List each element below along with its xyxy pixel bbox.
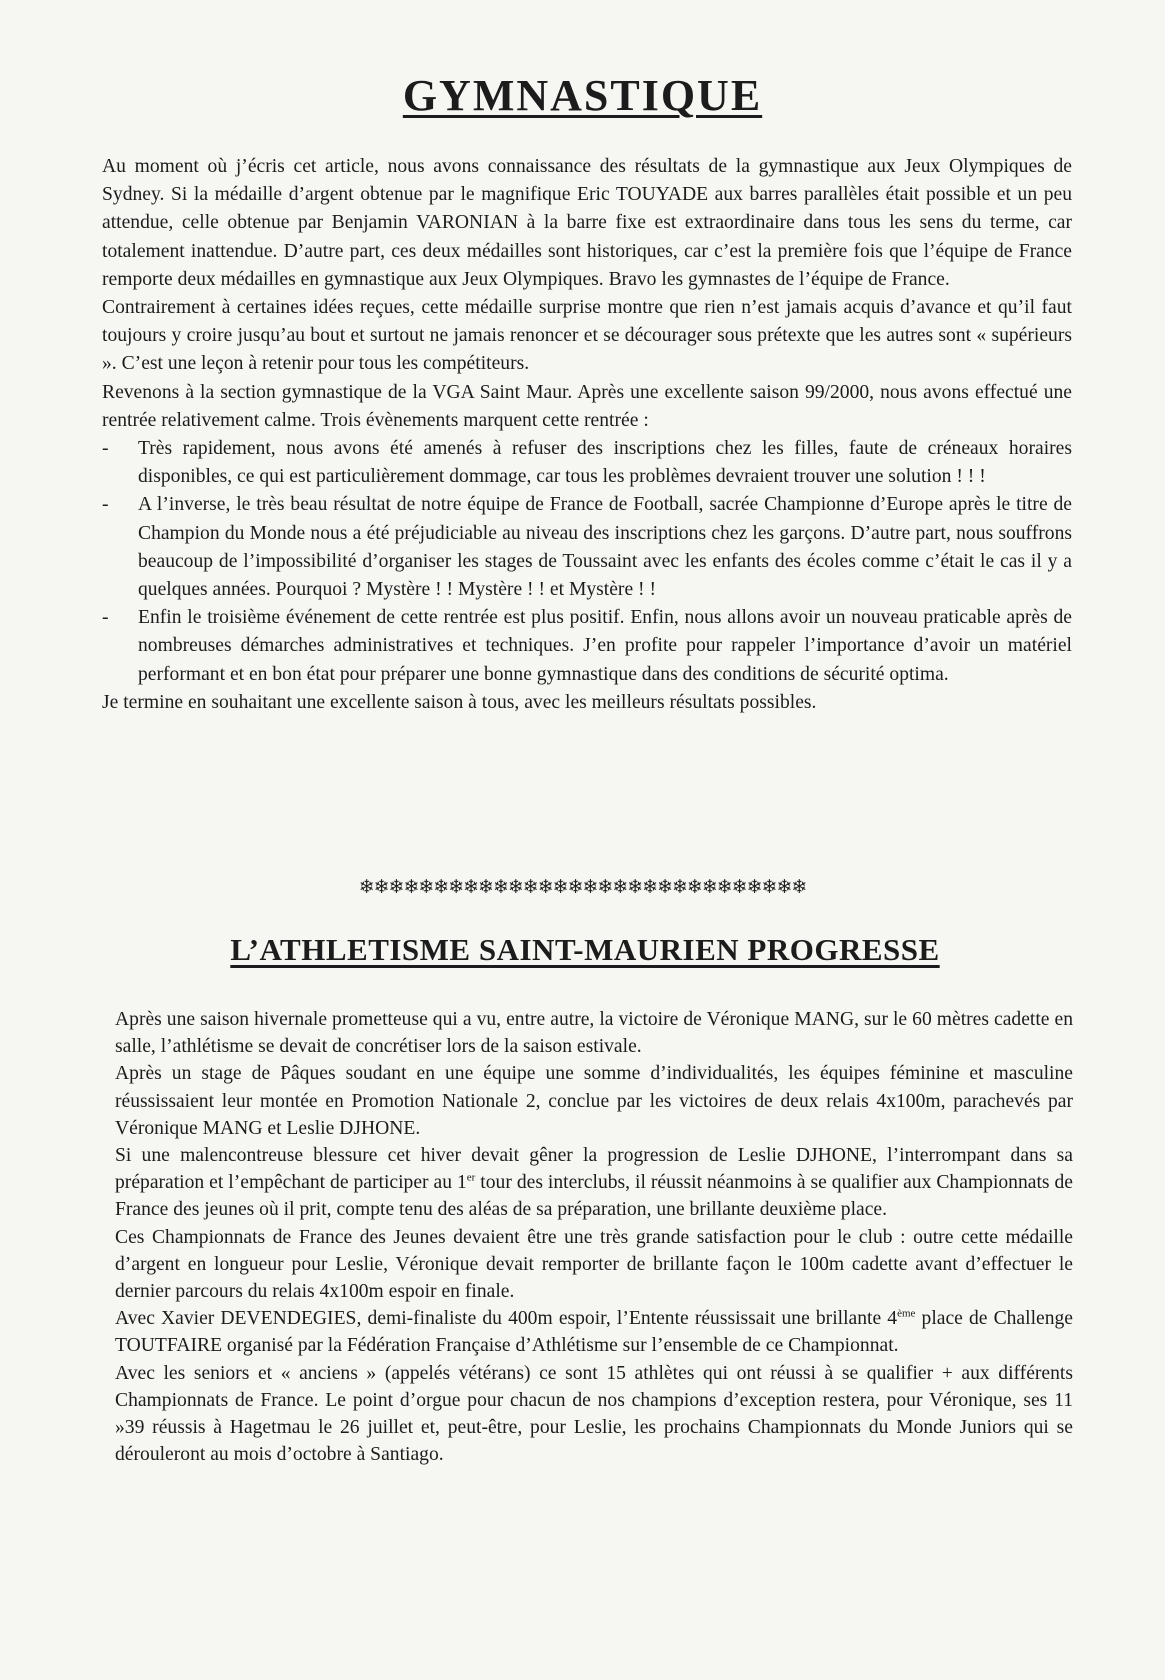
gym-event-text: Très rapidement, nous avons été amenés à refuser des inscriptions chez les filles, faute de créneaux horaires disponibles, ce qui est particulièrement dommage, car tous les problèmes devraient trouver une solution ! ! ! [138, 438, 1072, 488]
ath-p3-part-b: tour des interclubs, il réussit néanmoins à se qualifier aux Championnats de France des jeunes où il prit, compte tenu des aléas de sa préparation, une brillante deuxième place. [115, 1172, 1073, 1221]
ath-p3-part-a: Si une malencontreuse blessure cet hiver devait gêner la progression de Leslie DJHONE, l’interrompant dans sa préparation et l’empêchant de participer au 1 [115, 1145, 1073, 1194]
gym-event-item [102, 491, 1072, 604]
athletisme-title: L’ATHLETISME SAINT-MAURIEN PROGRESSE [230, 932, 940, 967]
ath-p5-part-a: Avec Xavier DEVENDEGIES, demi-finaliste du 400m espoir, l’Entente réussissait une brillante 4 [115, 1308, 898, 1330]
gym-event-text: Enfin le troisième événement de cette rentrée est plus positif. Enfin, nous allons avoir un nouveau praticable après de nombreuses démarches administratives et techniques. J’en profite pour rappeler l’importance d’avoir un matériel performant et en bon état pour préparer une bonne gymnastique dans des conditions de sécurité optima. [138, 607, 1072, 685]
dash-bullet: - [102, 438, 109, 460]
gym-events-list [102, 435, 1072, 689]
ath-paragraph-4: Ces Championnats de France des Jeunes devaient être une très grande satisfaction pour le club : outre cette médaille d’argent en longueur pour Leslie, Véronique devait remporter de brillante façon le 100m cadette avant d’effectuer le dernier parcours du relais 4x100m espoir en finale. [115, 1226, 1073, 1303]
gym-closing: Je termine en souhaitant une excellente saison à tous, avec les meilleurs résultats possibles. [102, 691, 817, 713]
gym-paragraph-3: Revenons à la section gymnastique de la VGA Saint Maur. Après une excellente saison 99/2000, nous avons effectué une rentrée relativement calme. Trois évènements marquent cette rentrée : [102, 381, 1072, 431]
athletisme-article [115, 1006, 1073, 1468]
dash-bullet: - [102, 494, 109, 516]
snowflake-separator: ❄❄❄❄❄❄❄❄❄❄❄❄❄❄❄❄❄❄❄❄❄❄❄❄❄❄❄❄❄❄ [358, 876, 807, 898]
ath-p5-superscript: ème [897, 1307, 916, 1320]
dash-bullet: - [102, 607, 109, 629]
gymnastique-title: GYMNASTIQUE [402, 71, 763, 120]
gym-paragraph-2: Contrairement à certaines idées reçues, cette médaille surprise montre que rien n’est jamais acquis d’avance et qu’il faut toujours y croire jusqu’au bout et surtout ne jamais renoncer et se décourager sous prétexte que les autres sont « supérieurs ». C’est une leçon à retenir pour tous les compétiteurs. [102, 297, 1072, 375]
gym-event-item [102, 435, 1072, 491]
ath-paragraph-5 [115, 1305, 1073, 1359]
gym-event-item [102, 604, 1072, 689]
ath-paragraph-3 [115, 1142, 1073, 1224]
gym-paragraph-1: Au moment où j’écris cet article, nous avons connaissance des résultats de la gymnastique aux Jeux Olympiques de Sydney. Si la médaille d’argent obtenue par le magnifique Eric TOUYADE aux barres parallèles était possible et un peu attendue, celle obtenue par Benjamin VARONIAN à la barre fixe est extraordinaire dans tous les sens du terme, car totalement inattendue. D’autre part, ces deux médailles sont historiques, car c’est la première fois que l’équipe de France remporte deux médailles en gymnastique aux Jeux Olympiques. Bravo les gymnastes de l’équipe de France. [102, 156, 1072, 290]
gymnastique-article [102, 153, 1072, 717]
ath-paragraph-6: Avec les seniors et « anciens » (appelés vétérans) ce sont 15 athlètes qui ont réussi à se qualifier + aux différents Championnats de France. Le point d’orgue pour chacun de nos champions d’exception restera, pour Véronique, ses 11 »39 réussis à Hagetmau le 26 juillet et, peut-être, pour Leslie, les prochains Championnats du Monde Juniors qui se dérouleront au mois d’octobre à Santiago. [115, 1362, 1073, 1466]
ath-paragraph-1: Après une saison hivernale prometteuse qui a vu, entre autre, la victoire de Véronique MANG, sur le 60 mètres cadette en salle, l’athlétisme se devait de concrétiser lors de la saison estivale. [115, 1009, 1073, 1058]
ath-p5-part-b: place de Challenge TOUTFAIRE organisé par la Fédération Française d’Athlétisme sur l’ensemble de ce Championnat. [115, 1308, 1074, 1357]
gym-event-text: A l’inverse, le très beau résultat de notre équipe de France de Football, sacrée Championne d’Europe après le titre de Champion du Monde nous a été préjudiciable au niveau des inscriptions chez les garçons. D’autre part, nous souffrons beaucoup de l’impossibilité d’organiser les stages de Toussaint avec les enfants des écoles comme c’était le cas il y a quelques années. Pourquoi ? Mystère ! ! Mystère ! ! et Mystère ! ! [138, 494, 1072, 601]
ath-paragraph-2: Après un stage de Pâques soudant en une équipe une somme d’individualités, les équipes féminine et masculine réussissaient leur montée en Promotion Nationale 2, conclue par les victoires de deux relais 4x100m, parachevés par Véronique MANG et Leslie DJHONE. [115, 1063, 1073, 1139]
ath-p3-superscript: er [466, 1171, 476, 1184]
